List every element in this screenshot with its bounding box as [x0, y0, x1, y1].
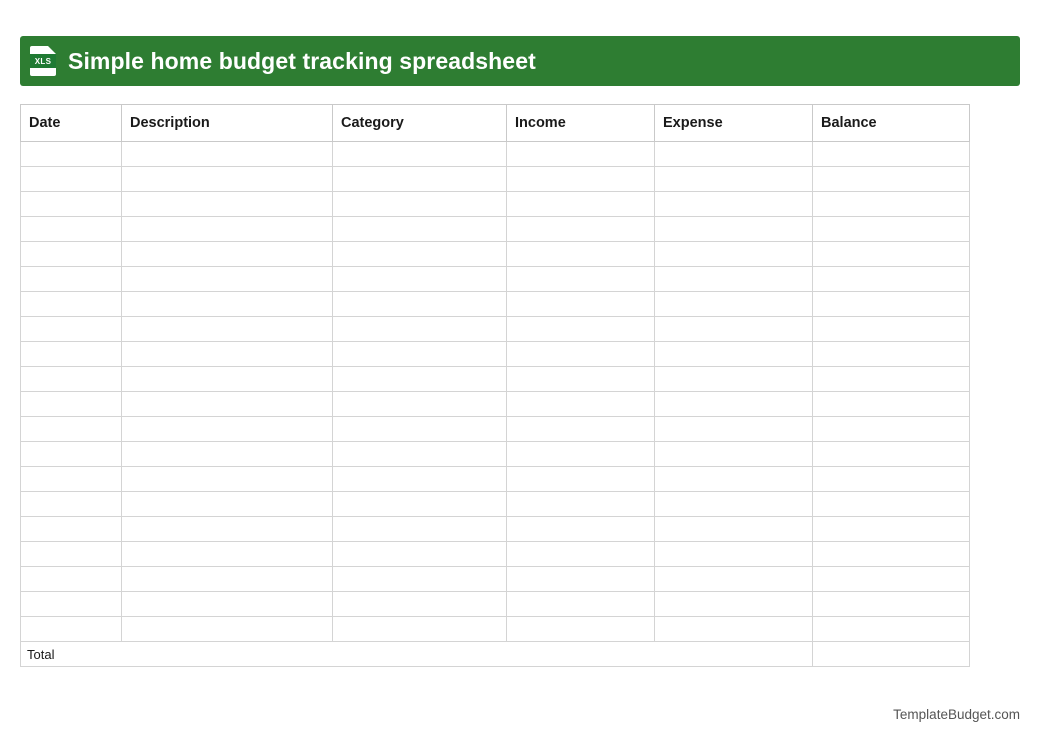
cell-balance[interactable] [813, 467, 970, 492]
cell-description[interactable] [122, 292, 333, 317]
cell-category[interactable] [333, 367, 507, 392]
document-header-banner [20, 36, 1020, 86]
cell-balance[interactable] [813, 592, 970, 617]
cell-category[interactable] [333, 592, 507, 617]
cell-expense[interactable] [655, 342, 813, 367]
cell-description[interactable] [122, 217, 333, 242]
cell-description[interactable] [122, 167, 333, 192]
table-row[interactable] [21, 592, 970, 617]
cell-category[interactable] [333, 417, 507, 442]
cell-income[interactable] [507, 592, 655, 617]
cell-date[interactable] [21, 292, 122, 317]
cell-date[interactable] [21, 567, 122, 592]
cell-description[interactable] [122, 142, 333, 167]
cell-category[interactable] [333, 567, 507, 592]
table-row[interactable] [21, 417, 970, 442]
budget-table [20, 104, 970, 667]
cell-income[interactable] [507, 192, 655, 217]
column-header-balance: Balance [813, 105, 970, 142]
table-row[interactable] [21, 317, 970, 342]
cell-income[interactable] [507, 517, 655, 542]
cell-expense[interactable] [655, 567, 813, 592]
cell-date[interactable] [21, 417, 122, 442]
cell-description[interactable] [122, 342, 333, 367]
cell-income[interactable] [507, 242, 655, 267]
table-row[interactable] [21, 367, 970, 392]
cell-date[interactable] [21, 467, 122, 492]
cell-description[interactable] [122, 467, 333, 492]
cell-date[interactable] [21, 367, 122, 392]
cell-balance[interactable] [813, 342, 970, 367]
cell-income[interactable] [507, 542, 655, 567]
cell-description[interactable] [122, 242, 333, 267]
cell-income[interactable] [507, 367, 655, 392]
cell-expense[interactable] [655, 217, 813, 242]
cell-expense[interactable] [655, 617, 813, 642]
table-row[interactable] [21, 192, 970, 217]
cell-income[interactable] [507, 267, 655, 292]
cell-description[interactable] [122, 417, 333, 442]
budget-table-header [21, 105, 970, 142]
cell-description[interactable] [122, 542, 333, 567]
cell-income[interactable] [507, 567, 655, 592]
cell-balance[interactable] [813, 392, 970, 417]
table-row[interactable] [21, 492, 970, 517]
cell-category[interactable] [333, 342, 507, 367]
column-header-description: Description [122, 105, 333, 142]
table-row[interactable] [21, 142, 970, 167]
table-row[interactable] [21, 392, 970, 417]
cell-income[interactable] [507, 317, 655, 342]
total-row [21, 642, 970, 667]
cell-date[interactable] [21, 317, 122, 342]
cell-category[interactable] [333, 192, 507, 217]
cell-income[interactable] [507, 292, 655, 317]
cell-expense[interactable] [655, 267, 813, 292]
cell-date[interactable] [21, 542, 122, 567]
cell-description[interactable] [122, 592, 333, 617]
cell-balance[interactable] [813, 192, 970, 217]
cell-description[interactable] [122, 317, 333, 342]
cell-expense[interactable] [655, 317, 813, 342]
cell-date[interactable] [21, 192, 122, 217]
cell-date[interactable] [21, 242, 122, 267]
header-row [21, 105, 970, 142]
cell-description[interactable] [122, 192, 333, 217]
cell-category[interactable] [333, 292, 507, 317]
cell-balance[interactable] [813, 217, 970, 242]
cell-date[interactable] [21, 217, 122, 242]
xls-file-icon [30, 46, 56, 76]
cell-balance[interactable] [813, 417, 970, 442]
table-row[interactable] [21, 167, 970, 192]
table-row[interactable] [21, 342, 970, 367]
table-row[interactable] [21, 242, 970, 267]
cell-income[interactable] [507, 467, 655, 492]
cell-description[interactable] [122, 567, 333, 592]
table-row[interactable] [21, 542, 970, 567]
cell-balance[interactable] [813, 617, 970, 642]
table-row[interactable] [21, 617, 970, 642]
cell-category[interactable] [333, 317, 507, 342]
cell-income[interactable] [507, 167, 655, 192]
cell-balance[interactable] [813, 317, 970, 342]
column-header-category: Category [333, 105, 507, 142]
cell-date[interactable] [21, 342, 122, 367]
cell-description[interactable] [122, 517, 333, 542]
cell-expense[interactable] [655, 417, 813, 442]
cell-balance[interactable] [813, 242, 970, 267]
table-row[interactable] [21, 567, 970, 592]
cell-description[interactable] [122, 492, 333, 517]
cell-balance[interactable] [813, 542, 970, 567]
budget-table-body [21, 142, 970, 667]
cell-expense[interactable] [655, 517, 813, 542]
cell-category[interactable] [333, 442, 507, 467]
cell-category[interactable] [333, 542, 507, 567]
table-row[interactable] [21, 217, 970, 242]
cell-category[interactable] [333, 242, 507, 267]
cell-date[interactable] [21, 592, 122, 617]
cell-date[interactable] [21, 517, 122, 542]
cell-category[interactable] [333, 267, 507, 292]
cell-expense[interactable] [655, 592, 813, 617]
cell-description[interactable] [122, 617, 333, 642]
cell-category[interactable] [333, 467, 507, 492]
cell-category[interactable] [333, 392, 507, 417]
cell-expense[interactable] [655, 367, 813, 392]
cell-balance[interactable] [813, 517, 970, 542]
column-header-date: Date [21, 105, 122, 142]
cell-description[interactable] [122, 392, 333, 417]
cell-expense[interactable] [655, 242, 813, 267]
cell-balance[interactable] [813, 367, 970, 392]
cell-category[interactable] [333, 517, 507, 542]
cell-balance[interactable] [813, 492, 970, 517]
cell-income[interactable] [507, 217, 655, 242]
cell-income[interactable] [507, 142, 655, 167]
cell-expense[interactable] [655, 142, 813, 167]
cell-balance[interactable] [813, 292, 970, 317]
cell-income[interactable] [507, 492, 655, 517]
cell-category[interactable] [333, 217, 507, 242]
cell-expense[interactable] [655, 192, 813, 217]
cell-income[interactable] [507, 392, 655, 417]
table-row[interactable] [21, 442, 970, 467]
cell-expense[interactable] [655, 167, 813, 192]
cell-description[interactable] [122, 367, 333, 392]
cell-description[interactable] [122, 442, 333, 467]
table-row[interactable] [21, 292, 970, 317]
cell-expense[interactable] [655, 442, 813, 467]
cell-category[interactable] [333, 167, 507, 192]
cell-balance[interactable] [813, 442, 970, 467]
cell-income[interactable] [507, 442, 655, 467]
cell-date[interactable] [21, 617, 122, 642]
column-header-expense: Expense [655, 105, 813, 142]
cell-expense[interactable] [655, 392, 813, 417]
table-row[interactable] [21, 467, 970, 492]
cell-date[interactable] [21, 492, 122, 517]
cell-balance[interactable] [813, 142, 970, 167]
cell-income[interactable] [507, 342, 655, 367]
cell-date[interactable] [21, 442, 122, 467]
table-row[interactable] [21, 267, 970, 292]
table-row[interactable] [21, 517, 970, 542]
total-label: Total [21, 642, 813, 667]
page-title: Simple home budget tracking spreadsheet [68, 47, 536, 74]
cell-balance[interactable] [813, 567, 970, 592]
budget-table-container [20, 104, 969, 667]
cell-expense[interactable] [655, 467, 813, 492]
cell-description[interactable] [122, 267, 333, 292]
cell-balance[interactable] [813, 267, 970, 292]
total-value[interactable] [813, 642, 970, 667]
column-header-income: Income [507, 105, 655, 142]
cell-expense[interactable] [655, 492, 813, 517]
cell-date[interactable] [21, 392, 122, 417]
cell-income[interactable] [507, 617, 655, 642]
xls-icon-label: XLS [30, 54, 56, 68]
cell-expense[interactable] [655, 292, 813, 317]
cell-expense[interactable] [655, 542, 813, 567]
cell-income[interactable] [507, 417, 655, 442]
cell-balance[interactable] [813, 167, 970, 192]
cell-category[interactable] [333, 142, 507, 167]
footer-credit: TemplateBudget.com [893, 707, 1020, 722]
cell-date[interactable] [21, 167, 122, 192]
cell-category[interactable] [333, 617, 507, 642]
cell-category[interactable] [333, 492, 507, 517]
cell-date[interactable] [21, 267, 122, 292]
cell-date[interactable] [21, 142, 122, 167]
